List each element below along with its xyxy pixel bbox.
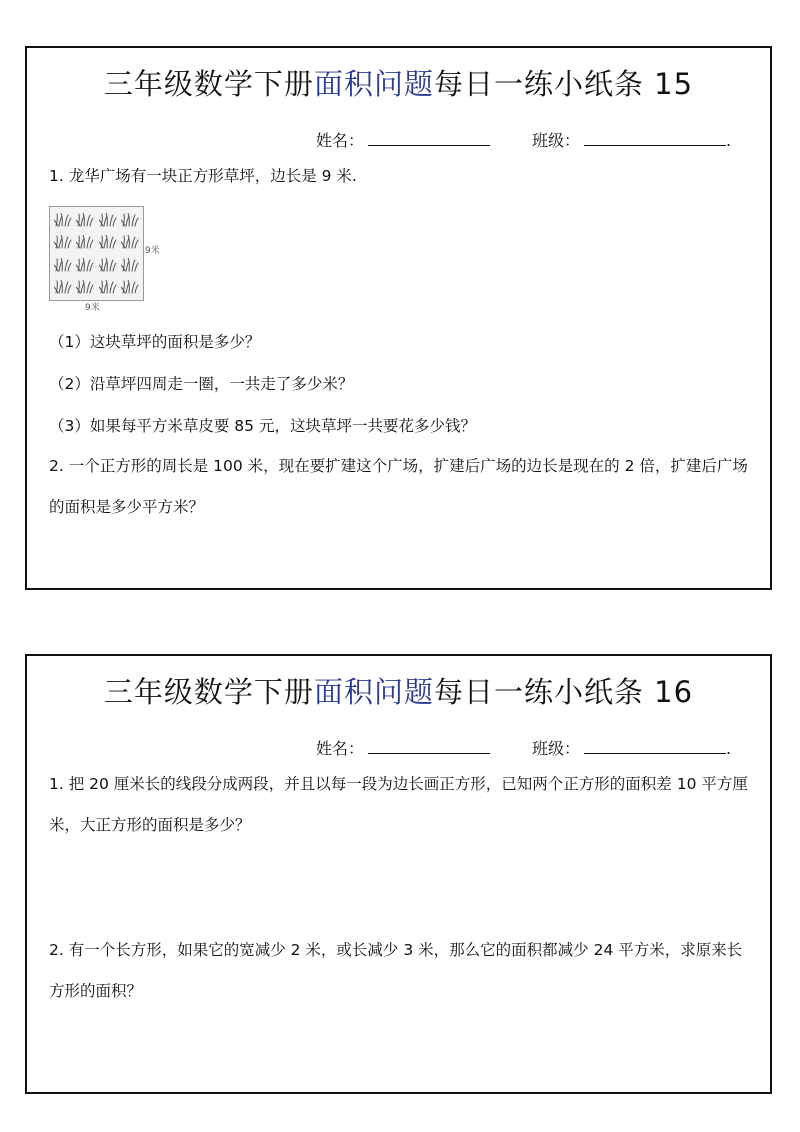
grass-tuft-icon xyxy=(120,254,142,276)
name-label: 姓名： xyxy=(316,131,365,150)
grass-tuft-icon xyxy=(97,254,119,276)
grass-tuft-icon xyxy=(120,209,142,231)
question-1-3: （3）如果每平方米草皮要 85 元，这块草坪一共要花多少钱？ xyxy=(49,417,476,435)
grass-tuft-icon xyxy=(97,209,119,231)
class-blank[interactable] xyxy=(584,129,726,146)
question-1: 1. 龙华广场有一块正方形草坪，边长是 9 米. xyxy=(49,167,357,185)
question-1: 1. 把 20 厘米长的线段分成两段，并且以每一段为边长画正方形，已知两个正方形的面积差 10 平方厘米，大正方形的面积是多少？ xyxy=(49,775,748,834)
grass-tuft-icon xyxy=(75,254,97,276)
name-field[interactable] xyxy=(316,736,490,759)
bottom-length-label: 9米 xyxy=(85,303,100,313)
grass-tuft-icon xyxy=(97,232,119,254)
worksheet-card-15 xyxy=(25,46,772,590)
question-2: 2. 一个正方形的周长是 100 米，现在要扩建这个广场，扩建后广场的边长是现在的 2 倍，扩建后广场的面积是多少平方米？ xyxy=(49,457,748,516)
name-label: 姓名： xyxy=(316,739,365,758)
grass-tuft-icon xyxy=(75,209,97,231)
question-1-2: （2）沿草坪四周走一圈，一共走了多少米？ xyxy=(49,375,354,393)
grass-tuft-icon xyxy=(52,277,74,299)
grass-tuft-icon xyxy=(97,277,119,299)
title-prefix: 三年级数学下册 xyxy=(103,675,314,709)
class-field[interactable] xyxy=(532,128,731,151)
grass-tuft-icon xyxy=(52,209,74,231)
question-2: 2. 有一个长方形，如果它的宽减少 2 米，或长减少 3 米，那么它的面积都减少 24 平方米，求原来长方形的面积？ xyxy=(49,941,743,1000)
card-title xyxy=(27,670,770,711)
end-dot: . xyxy=(726,739,732,758)
class-label: 班级： xyxy=(532,131,581,150)
class-label: 班级： xyxy=(532,739,581,758)
title-suffix: 每日一练小纸条 16 xyxy=(433,675,694,709)
grass-tuft-icon xyxy=(75,232,97,254)
class-blank[interactable] xyxy=(584,737,726,754)
name-class-row xyxy=(27,128,770,150)
card-title xyxy=(27,62,770,103)
side-length-label: 9米 xyxy=(145,246,160,256)
grass-tuft-icon xyxy=(75,277,97,299)
title-highlight: 面积问题 xyxy=(313,675,434,709)
title-highlight: 面积问题 xyxy=(313,67,434,101)
title-suffix: 每日一练小纸条 15 xyxy=(433,67,694,101)
grass-tuft-icon xyxy=(52,232,74,254)
worksheet-card-16 xyxy=(25,654,772,1094)
title-prefix: 三年级数学下册 xyxy=(103,67,314,101)
grass-tuft-icon xyxy=(120,277,142,299)
name-class-row xyxy=(27,736,770,758)
grass-tuft-icon xyxy=(120,232,142,254)
name-blank[interactable] xyxy=(368,129,490,146)
name-field[interactable] xyxy=(316,128,490,151)
lawn-figure xyxy=(49,206,144,301)
end-dot: . xyxy=(726,131,732,150)
question-1-1: （1）这块草坪的面积是多少？ xyxy=(49,333,261,351)
class-field[interactable] xyxy=(532,736,731,759)
grass-tuft-icon xyxy=(52,254,74,276)
name-blank[interactable] xyxy=(368,737,490,754)
